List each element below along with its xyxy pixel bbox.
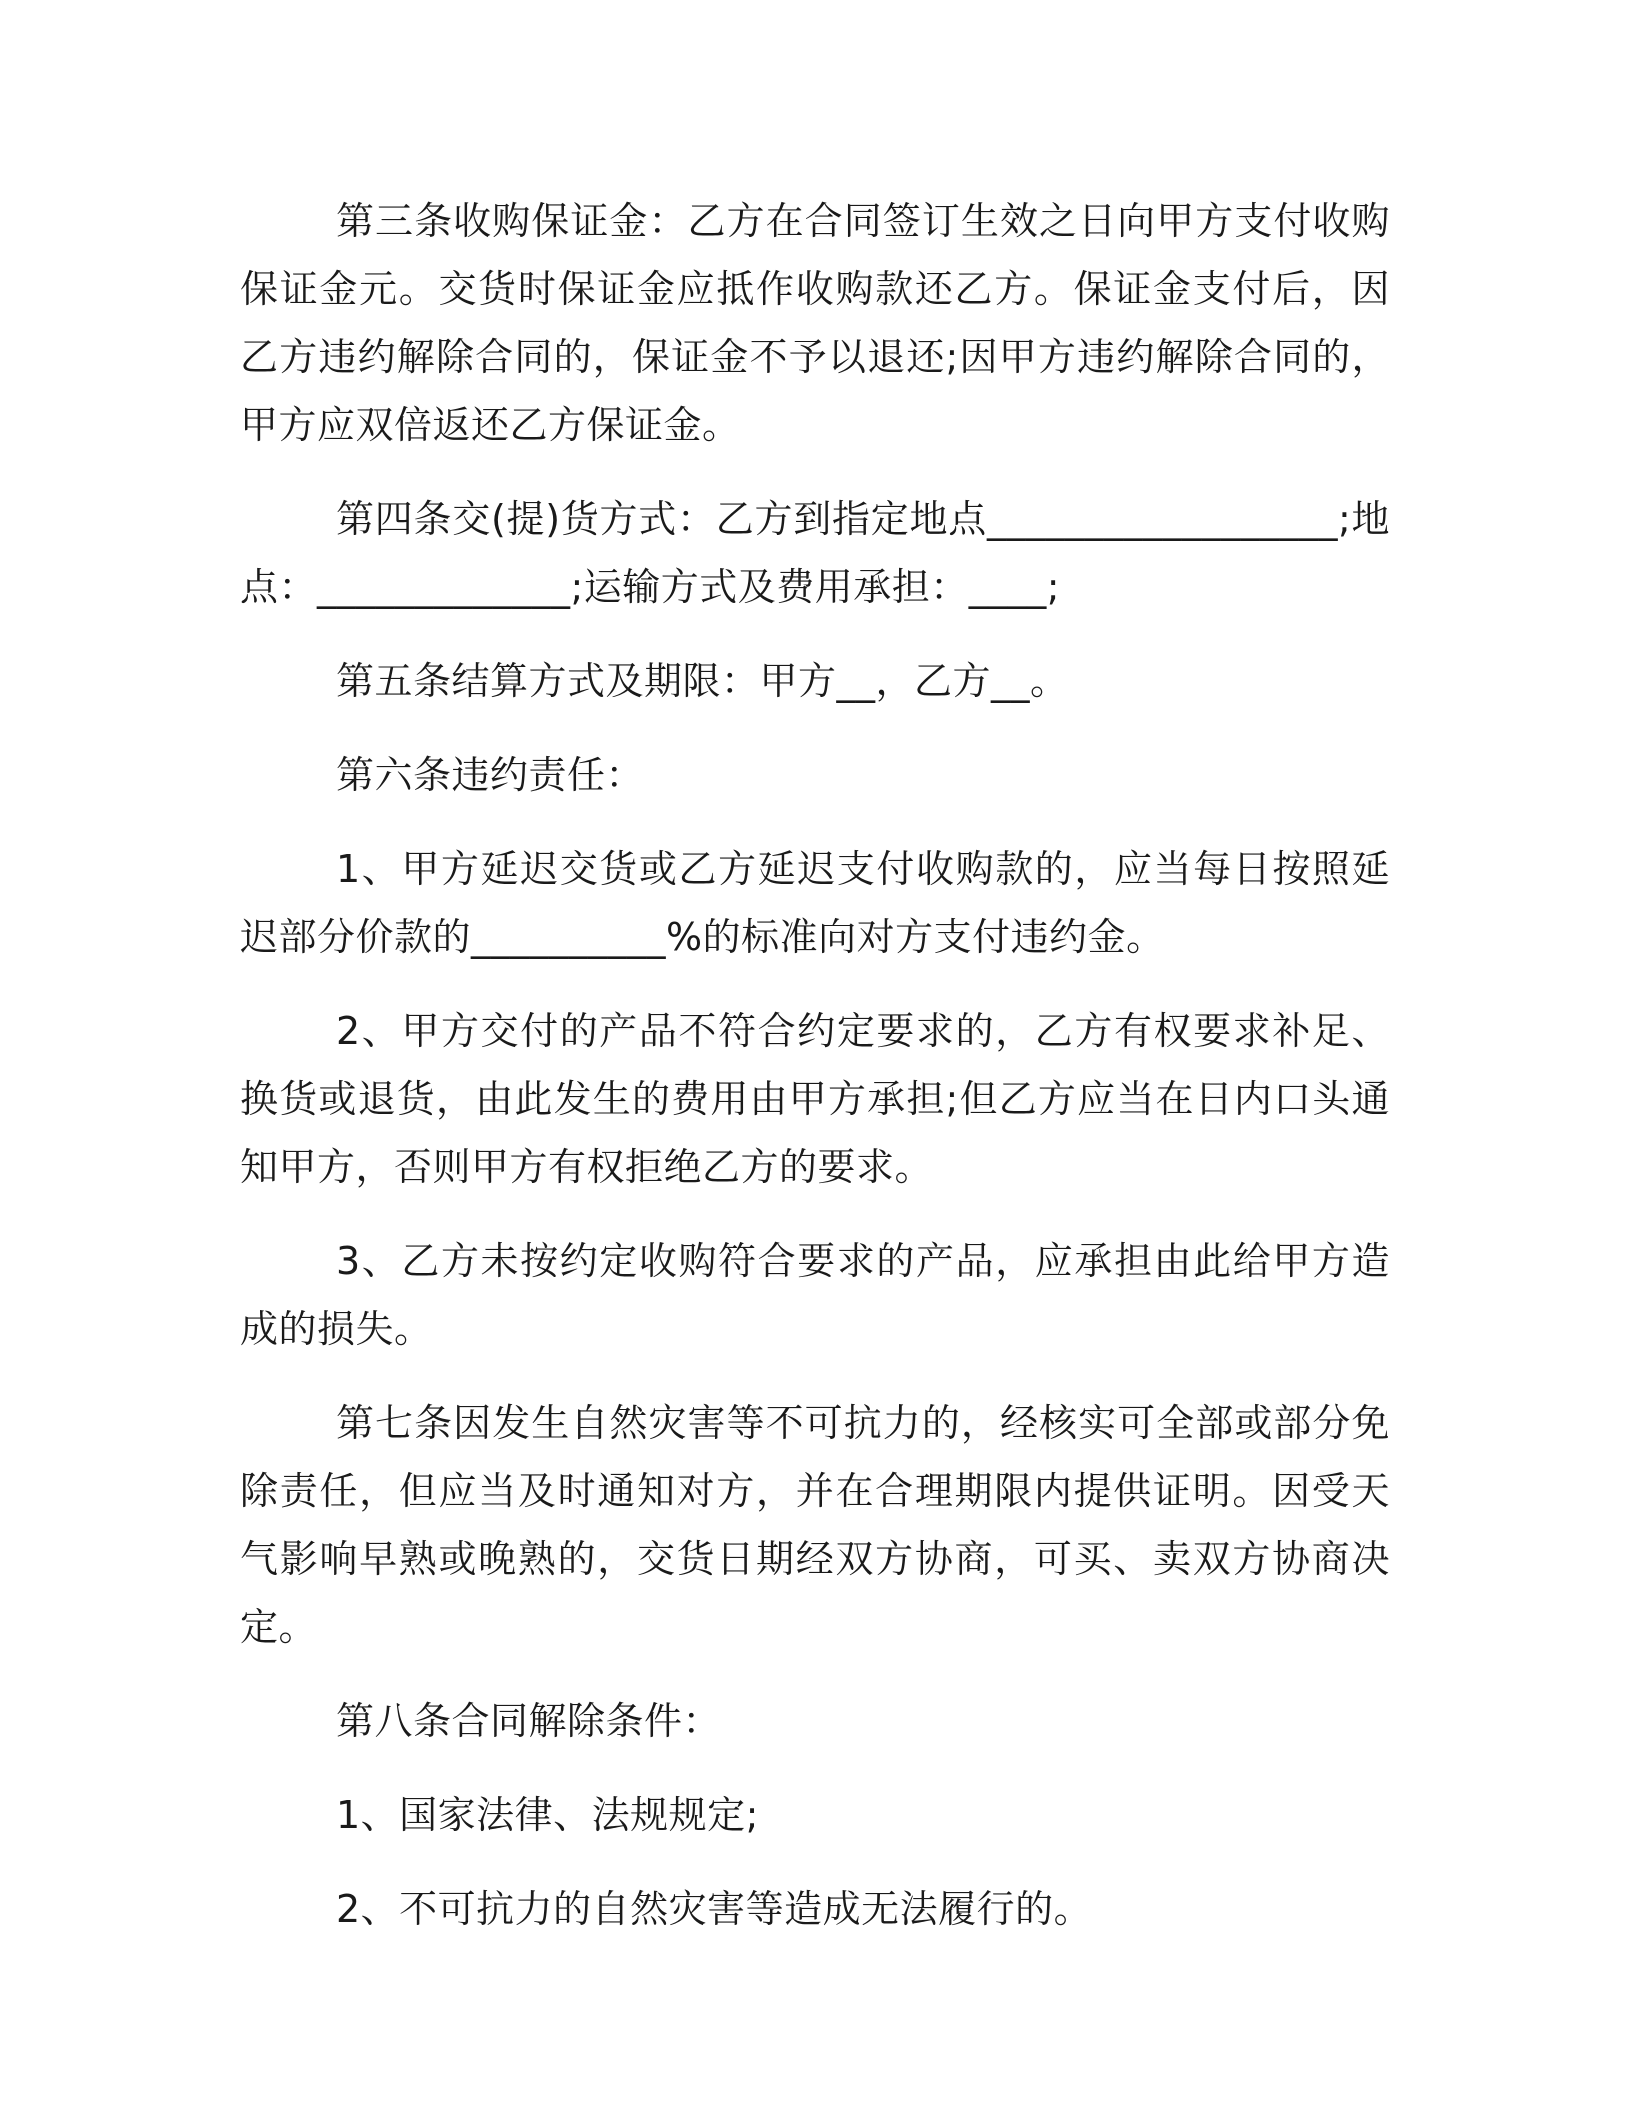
article-8-item-1: 1、国家法律、法规规定; [336,1793,759,1837]
article-6-item-2: 2、甲方交付的产品不符合约定要求的，乙方有权要求补足、换货或退货，由此发生的费用由甲方承担;但乙方应当在日内口头通知甲方，否则甲方有权拒绝乙方的要求。 [240,1009,1390,1189]
article-4-delivery-method: 第四条交(提)货方式：乙方到指定地点__________________;地点：_____________;运输方式及费用承担：____; [240,497,1390,609]
contract-body [240,187,1390,1969]
article-3-deposit: 第三条收购保证金：乙方在合同签订生效之日向甲方支付收购保证金元。交货时保证金应抵作收购款还乙方。保证金支付后，因乙方违约解除合同的，保证金不予以退还;因甲方违约解除合同的，甲方应双倍返还乙方保证金。 [240,199,1390,447]
article-6-heading: 第六条违约责任： [336,753,645,797]
article-6-item-3: 3、乙方未按约定收购符合要求的产品，应承担由此给甲方造成的损失。 [240,1239,1390,1351]
article-6-item-1: 1、甲方延迟交货或乙方延迟支付收购款的，应当每日按照延迟部分价款的__________%的标准向对方支付违约金。 [240,847,1390,959]
article-8-item-2: 2、不可抗力的自然灾害等造成无法履行的。 [336,1887,1093,1931]
article-7-force-majeure: 第七条因发生自然灾害等不可抗力的，经核实可全部或部分免除责任，但应当及时通知对方，并在合理期限内提供证明。因受天气影响早熟或晚熟的，交货日期经双方协商，可买、卖双方协商决定。 [240,1401,1390,1649]
article-8-heading: 第八条合同解除条件： [336,1699,722,1743]
article-5-settlement: 第五条结算方式及期限：甲方__，乙方__。 [336,659,1069,703]
